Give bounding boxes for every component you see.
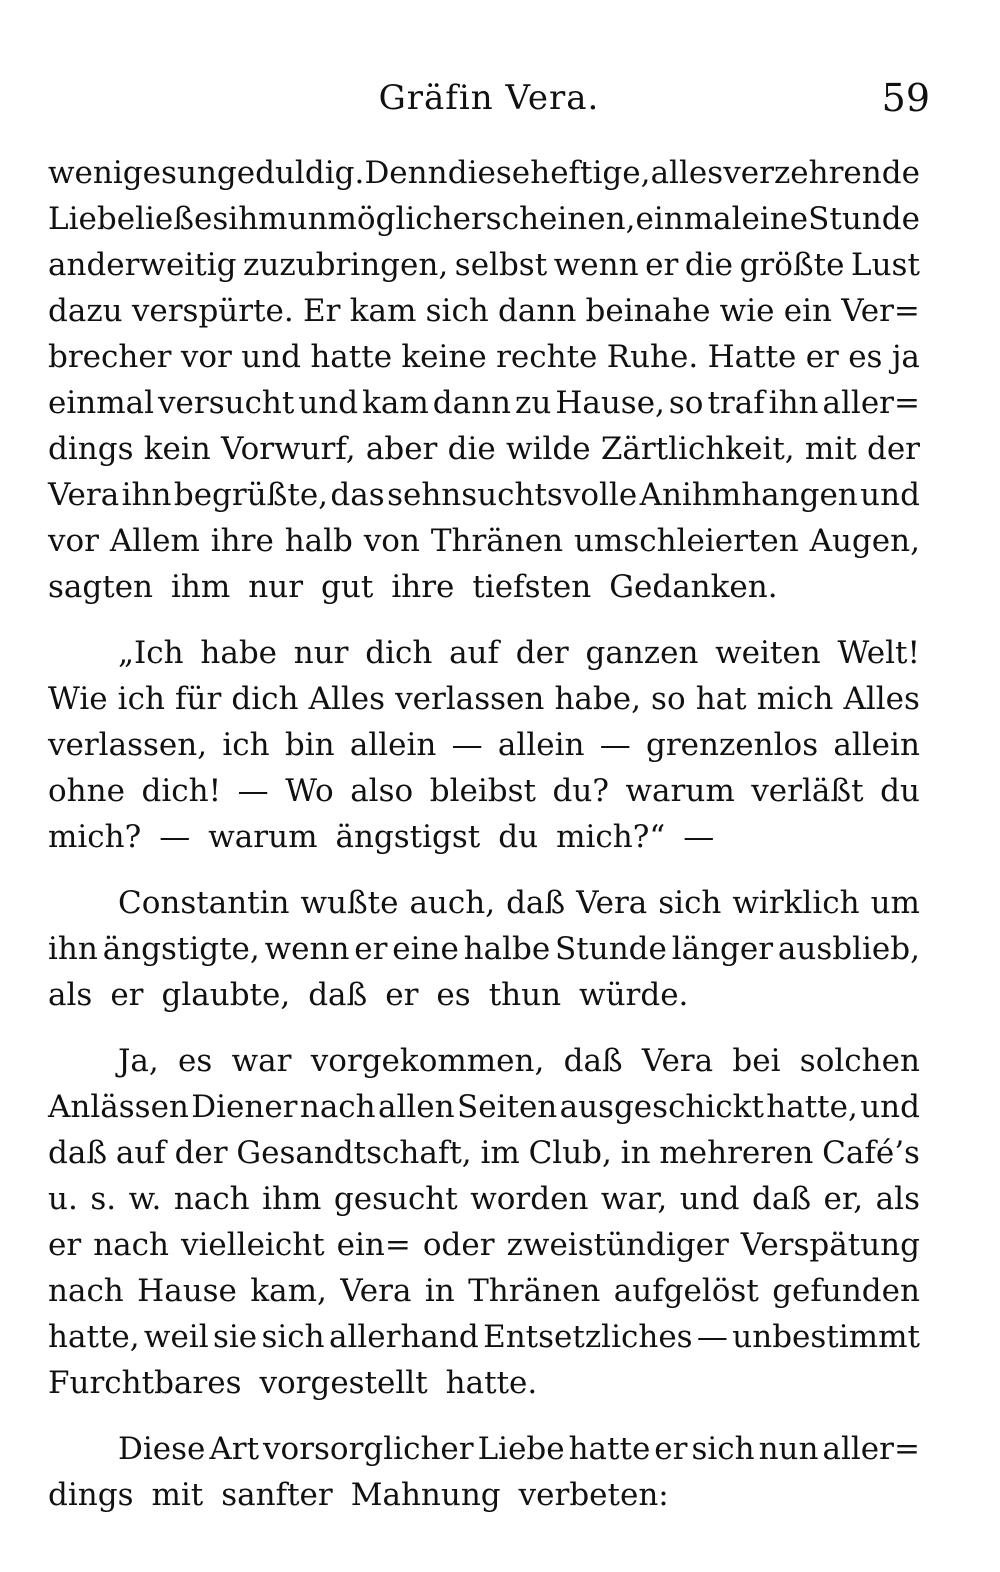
word: und xyxy=(298,385,359,421)
word: er xyxy=(805,339,839,375)
word: verzehrende xyxy=(723,155,920,191)
word: heftige, xyxy=(530,155,651,191)
paragraph-gap xyxy=(48,1406,920,1426)
word: größte xyxy=(739,247,845,283)
word: weil xyxy=(143,1319,209,1355)
word: dich! xyxy=(141,773,222,809)
word: der xyxy=(866,431,920,467)
text-line xyxy=(48,150,920,196)
word: — xyxy=(451,727,483,763)
word: ihm xyxy=(228,201,288,237)
word: anderweitig xyxy=(48,247,237,283)
word: Vera xyxy=(48,477,120,513)
word: du xyxy=(498,819,539,855)
word: dings xyxy=(48,431,134,467)
word: bin xyxy=(284,727,335,763)
word: wußte xyxy=(300,885,399,921)
word: ich xyxy=(222,727,270,763)
word: ihn xyxy=(48,931,98,967)
word: warum xyxy=(208,819,318,855)
word: dich xyxy=(231,681,299,717)
word: w. xyxy=(128,1181,162,1217)
word: es xyxy=(178,1043,213,1079)
word: daß xyxy=(563,1043,623,1079)
word: ein xyxy=(783,293,832,329)
word: halb xyxy=(284,523,353,559)
word: worden xyxy=(470,1181,589,1217)
word: umschleierten xyxy=(573,523,799,559)
word: habe, xyxy=(554,681,641,717)
word: war, xyxy=(600,1181,668,1217)
word: wenn xyxy=(553,247,639,283)
text-line xyxy=(48,196,920,242)
word: Verspätung xyxy=(740,1227,920,1263)
word: — xyxy=(159,819,191,855)
word: — xyxy=(683,819,715,855)
text-line xyxy=(48,630,920,676)
word: kam, xyxy=(250,1273,327,1309)
text-line xyxy=(48,564,920,610)
text-line xyxy=(48,880,920,926)
word: weniges xyxy=(48,155,177,191)
word: erscheinen, xyxy=(452,201,636,237)
word: hatte xyxy=(310,339,393,375)
word: mit xyxy=(804,431,857,467)
word: Vorwurf, xyxy=(221,431,356,467)
word: „Ich xyxy=(118,635,184,671)
word: die xyxy=(684,247,733,283)
word: sich xyxy=(658,885,722,921)
word: hatte xyxy=(568,1431,651,1467)
word: warum xyxy=(625,773,735,809)
word: nach xyxy=(299,1089,376,1125)
word: der xyxy=(515,635,569,671)
text-line xyxy=(48,1426,920,1472)
text-line xyxy=(48,242,920,288)
word: hatte, xyxy=(48,1319,140,1355)
word: Ja, xyxy=(118,1043,159,1079)
word: u. xyxy=(48,1181,78,1217)
word: eine xyxy=(392,931,459,967)
word: ihre xyxy=(391,569,455,605)
word: Lust xyxy=(851,247,920,283)
word: gesucht xyxy=(333,1181,458,1217)
word: als xyxy=(875,1181,920,1217)
word: aber xyxy=(365,431,438,467)
word: alles xyxy=(650,155,724,191)
word: Zärtlichkeit, xyxy=(600,431,795,467)
word: das xyxy=(330,477,385,513)
word: ihm xyxy=(262,1181,322,1217)
word: gut xyxy=(321,569,374,605)
word: Thränen xyxy=(430,523,564,559)
word: ich xyxy=(117,681,165,717)
word: keine xyxy=(401,339,487,375)
word: zweistündiger xyxy=(506,1227,729,1263)
word: allerhand xyxy=(328,1319,479,1355)
word: aller= xyxy=(822,1431,920,1467)
word: halbe xyxy=(463,931,551,967)
word: daß xyxy=(48,1135,108,1171)
word: Stunde xyxy=(555,931,667,967)
word: Allem xyxy=(109,523,200,559)
word: allein xyxy=(349,727,437,763)
word: um xyxy=(870,885,920,921)
word: unbestimmt xyxy=(732,1319,920,1355)
word: länger xyxy=(671,931,774,967)
word: wirklich xyxy=(732,885,860,921)
word: oder xyxy=(422,1227,495,1263)
word: du? xyxy=(552,773,609,809)
word: Anihmhangen xyxy=(639,477,858,513)
word: vor xyxy=(48,523,99,559)
word: wie xyxy=(719,293,775,329)
word: von xyxy=(363,523,420,559)
word: in xyxy=(424,1273,455,1309)
word: ungeduldig. xyxy=(177,155,365,191)
word: Café’s xyxy=(822,1135,920,1171)
word: ängstigte, xyxy=(102,931,260,967)
word: für xyxy=(175,681,222,717)
word: gefunden xyxy=(772,1273,920,1309)
word: hatte. xyxy=(445,1365,538,1401)
word: er xyxy=(110,977,144,1013)
word: Ruhe. xyxy=(606,339,699,375)
text-line xyxy=(48,1360,920,1406)
word: Gedanken. xyxy=(609,569,778,605)
text-line xyxy=(48,1222,920,1268)
word: war xyxy=(231,1043,292,1079)
word: Vera xyxy=(576,885,648,921)
word: dann xyxy=(432,385,512,421)
word: ihm xyxy=(171,569,231,605)
word: ihn xyxy=(768,385,819,421)
word: allein xyxy=(497,727,585,763)
word: Thränen xyxy=(468,1273,601,1309)
text-line xyxy=(48,1268,920,1314)
text-line xyxy=(48,1176,920,1222)
word: Vera xyxy=(340,1273,412,1309)
paragraph xyxy=(48,1426,920,1518)
word: solchen xyxy=(799,1043,920,1079)
text-line xyxy=(48,722,920,768)
word: hat xyxy=(695,681,747,717)
word: Ver= xyxy=(841,293,920,329)
word: Alles xyxy=(843,681,920,717)
word: allein xyxy=(833,727,920,763)
word: und xyxy=(679,1181,740,1217)
word: Diese xyxy=(118,1431,206,1467)
word: — xyxy=(599,727,631,763)
word: Er xyxy=(303,293,341,329)
word: die xyxy=(447,431,496,467)
word: er xyxy=(354,931,388,967)
word: Augen, xyxy=(809,523,920,559)
word: verspürte. xyxy=(131,293,294,329)
text-line xyxy=(48,926,920,972)
word: habe xyxy=(200,635,278,671)
word: bei xyxy=(732,1043,781,1079)
word: Diener xyxy=(191,1089,298,1125)
word: er xyxy=(654,1431,688,1467)
word: verlassen xyxy=(395,681,545,717)
text-line xyxy=(48,972,920,1018)
body-text xyxy=(48,150,920,1518)
word: Liebe xyxy=(477,1431,565,1467)
word: zuzubringen, xyxy=(243,247,449,283)
word: ganzen xyxy=(585,635,699,671)
word: und xyxy=(241,339,301,375)
word: einmal xyxy=(635,201,742,237)
word: ja xyxy=(891,339,920,375)
word: thun xyxy=(488,977,562,1013)
word: verläßt xyxy=(751,773,864,809)
word: zu xyxy=(515,385,552,421)
text-line xyxy=(48,1038,920,1084)
word: wilde xyxy=(506,431,591,467)
word: nur xyxy=(248,569,304,605)
word: allen xyxy=(378,1089,455,1125)
word: verlassen, xyxy=(48,727,208,763)
word: — xyxy=(696,1319,728,1355)
word: vorsorglicher xyxy=(263,1431,474,1467)
word: Welt! xyxy=(837,635,920,671)
word: daß xyxy=(308,977,368,1013)
word: Hause xyxy=(137,1273,237,1309)
text-line xyxy=(48,1314,920,1360)
text-line xyxy=(48,518,920,564)
word: mit xyxy=(151,1477,204,1513)
word: wenn xyxy=(264,931,350,967)
word: dann xyxy=(498,293,577,329)
word: Wo xyxy=(285,773,334,809)
word: du xyxy=(880,773,920,809)
paragraph xyxy=(48,630,920,860)
word: so xyxy=(651,681,686,717)
word: vielleicht xyxy=(180,1227,325,1263)
word: ihn xyxy=(121,477,172,513)
word: versucht xyxy=(158,385,295,421)
word: traf xyxy=(707,385,765,421)
text-line xyxy=(48,472,920,518)
word: vor xyxy=(180,339,232,375)
word: als xyxy=(48,977,93,1013)
word: und xyxy=(860,1089,920,1125)
word: Anlässen xyxy=(48,1089,189,1125)
word: mehreren xyxy=(659,1135,814,1171)
word: dich xyxy=(365,635,433,671)
word: glaubte, xyxy=(161,977,291,1013)
word: sanfter xyxy=(221,1477,333,1513)
word: sagten xyxy=(48,569,154,605)
word: einmal xyxy=(48,385,155,421)
text-line xyxy=(48,288,920,334)
word: Club, xyxy=(528,1135,612,1171)
paragraph xyxy=(48,150,920,610)
word: kam xyxy=(362,385,429,421)
text-line xyxy=(48,768,920,814)
page-header xyxy=(48,70,930,130)
word: ängstigst xyxy=(335,819,481,855)
word: ließ xyxy=(135,201,194,237)
word: Seiten xyxy=(456,1089,558,1125)
word: grenzenlos xyxy=(646,727,819,763)
text-line xyxy=(48,676,920,722)
word: Art xyxy=(209,1431,260,1467)
word: ihre xyxy=(210,523,274,559)
word: brecher xyxy=(48,339,172,375)
word: diese xyxy=(447,155,531,191)
word: Mahnung xyxy=(350,1477,501,1513)
paragraph-gap xyxy=(48,1018,920,1038)
word: s. xyxy=(90,1181,117,1217)
word: — xyxy=(237,773,269,809)
text-line xyxy=(48,1472,920,1518)
word: nach xyxy=(93,1227,169,1263)
word: Liebe xyxy=(48,201,136,237)
word: mich?“ xyxy=(556,819,666,855)
word: also xyxy=(350,773,414,809)
word: er xyxy=(385,977,419,1013)
text-line xyxy=(48,1084,920,1130)
word: Denn xyxy=(364,155,448,191)
word: Vera xyxy=(641,1043,714,1079)
word: Constantin xyxy=(118,885,290,921)
paragraph xyxy=(48,880,920,1018)
word: der xyxy=(174,1135,228,1171)
word: sich xyxy=(425,293,489,329)
word: mich xyxy=(756,681,834,717)
word: auch, xyxy=(409,885,496,921)
paragraph xyxy=(48,1038,920,1406)
word: verbeten: xyxy=(518,1477,669,1513)
word: Wie xyxy=(48,681,108,717)
word: Furchtbares xyxy=(48,1365,242,1401)
word: beinahe xyxy=(585,293,711,329)
word: Gesandtschaft, xyxy=(236,1135,472,1171)
word: daß xyxy=(506,885,566,921)
word: vorgestellt xyxy=(259,1365,428,1401)
word: hatte, xyxy=(766,1089,858,1125)
word: und xyxy=(860,477,920,513)
word: ausblieb, xyxy=(777,931,920,967)
word: bleibst xyxy=(429,773,536,809)
word: sich xyxy=(261,1319,325,1355)
text-line xyxy=(48,426,920,472)
word: Entsetzliches xyxy=(483,1319,693,1355)
word: auf xyxy=(115,1135,166,1171)
word: sehnsuchtsvolle xyxy=(387,477,638,513)
word: dazu xyxy=(48,293,123,329)
word: daß xyxy=(752,1181,812,1217)
word: im xyxy=(480,1135,520,1171)
word: so xyxy=(668,385,704,421)
word: in xyxy=(620,1135,651,1171)
word: tiefsten xyxy=(472,569,592,605)
word: ohne xyxy=(48,773,125,809)
paragraph-gap xyxy=(48,610,920,630)
word: kam xyxy=(349,293,417,329)
word: Hause, xyxy=(555,385,665,421)
word: Stunde xyxy=(808,201,920,237)
word: auf xyxy=(449,635,499,671)
running-title: Gräfin Vera. xyxy=(378,78,600,118)
word: nach xyxy=(173,1181,250,1217)
text-line xyxy=(48,380,920,426)
word: Alles xyxy=(308,681,386,717)
word: er xyxy=(48,1227,82,1263)
word: ein= xyxy=(336,1227,411,1263)
word: aufgelöst xyxy=(613,1273,759,1309)
word: sich xyxy=(691,1431,755,1467)
word: aller= xyxy=(822,385,920,421)
word: rechte xyxy=(496,339,598,375)
page-number: 59 xyxy=(881,76,930,120)
word: mich? xyxy=(48,819,142,855)
word: begrüßte, xyxy=(173,477,329,513)
text-line xyxy=(48,814,920,860)
word: unmöglich xyxy=(287,201,453,237)
word: er, xyxy=(823,1181,864,1217)
word: ausgeschickt xyxy=(559,1089,764,1125)
text-line xyxy=(48,1130,920,1176)
word: kein xyxy=(143,431,211,467)
word: selbst xyxy=(454,247,548,283)
word: eine xyxy=(741,201,809,237)
word: vorgekommen, xyxy=(310,1043,545,1079)
word: es xyxy=(194,201,229,237)
word: dings xyxy=(48,1477,134,1513)
paragraph-gap xyxy=(48,860,920,880)
word: nur xyxy=(293,635,349,671)
word: es xyxy=(848,339,883,375)
word: nun xyxy=(758,1431,819,1467)
word: er xyxy=(645,247,679,283)
word: es xyxy=(436,977,471,1013)
text-line xyxy=(48,334,920,380)
word: würde. xyxy=(579,977,689,1013)
word: weiten xyxy=(715,635,821,671)
word: sie xyxy=(212,1319,258,1355)
word: nach xyxy=(48,1273,124,1309)
word: Hatte xyxy=(707,339,797,375)
